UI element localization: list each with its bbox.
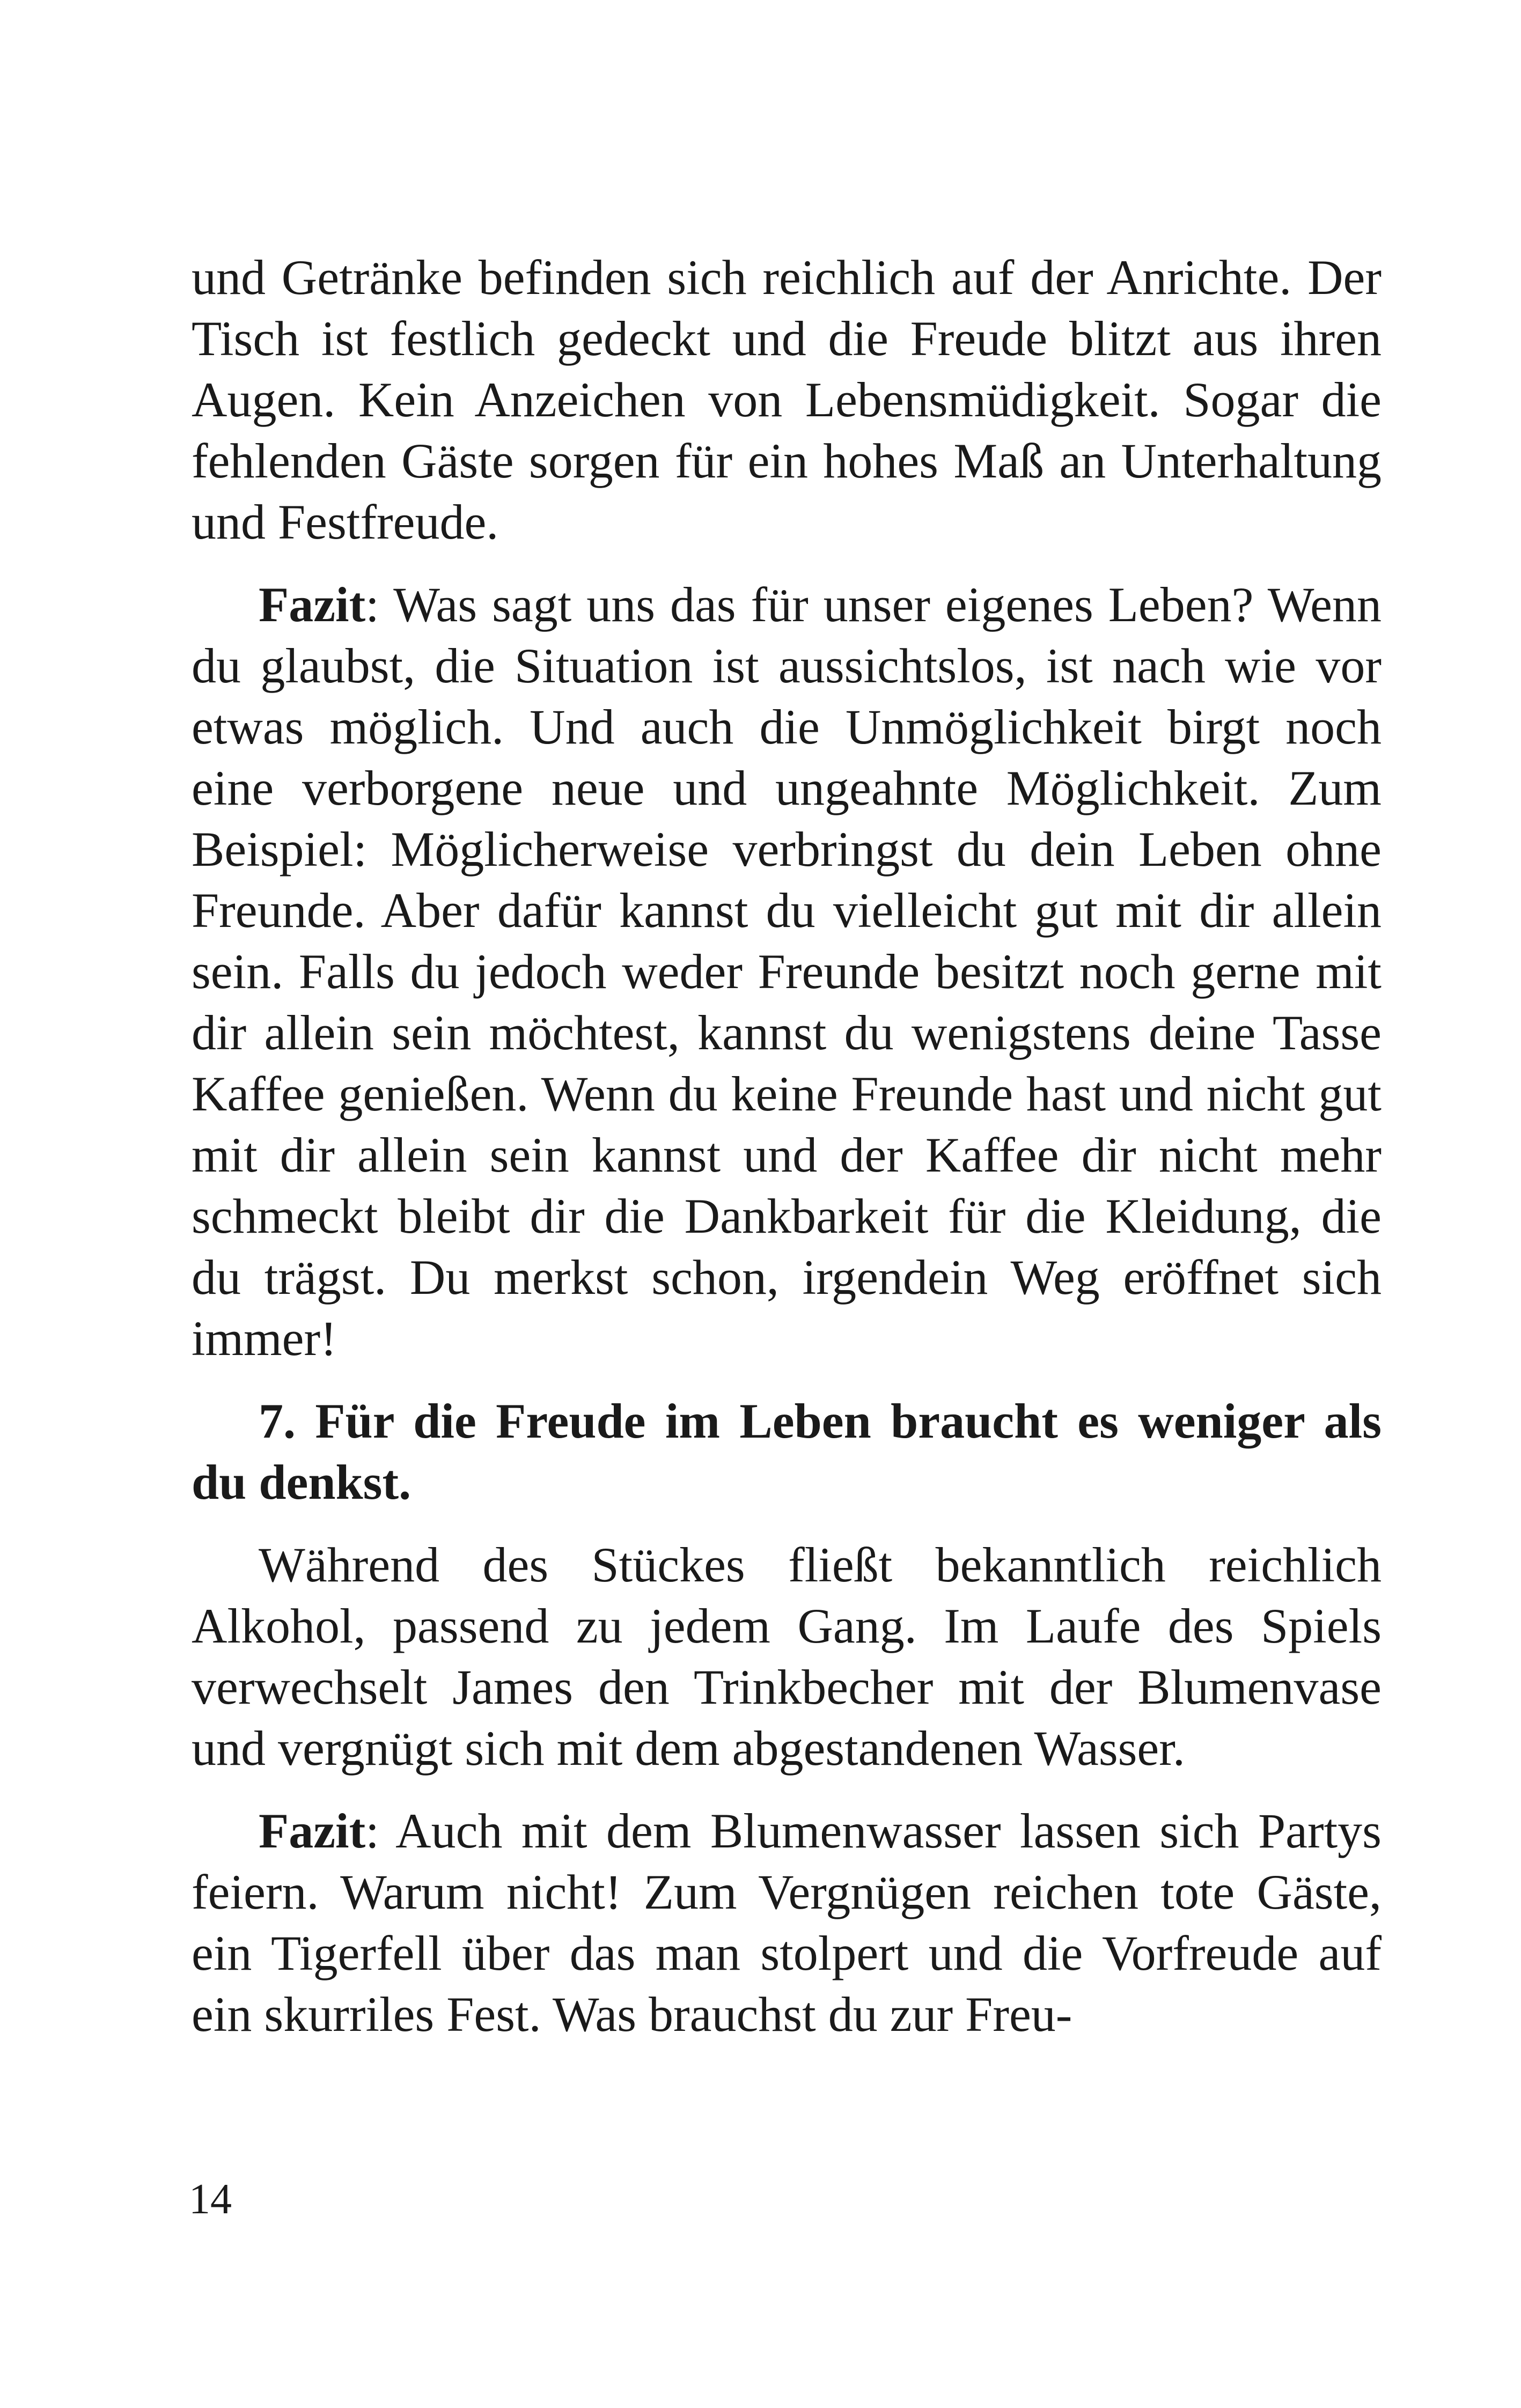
fazit-label: Fazit	[259, 577, 366, 632]
fazit-label: Fazit	[259, 1803, 366, 1858]
paragraph-continuation: und Getränke befinden sich reichlich auf der Anrichte. Der Tisch ist festlich gedeckt und die Freude blitzt aus ihren Augen. Kein Anzeichen von Lebensmüdigkeit. Sogar die fehlenden Gäste sorgen für ein hohes Maß an Unterhaltung und Festfreude.	[192, 250, 1382, 549]
paragraph-body: Während des Stückes fließt bekanntlich reichlich Alkohol, passend zu jedem Gang. Im Laufe des Spiels verwechselt James den Trinkbecher mit der Blumenvase und vergnügt sich mit dem abgestandenen Wasser.	[192, 1537, 1382, 1776]
page-number: 14	[189, 2176, 232, 2223]
fazit-text: : Was sagt uns das für unser eigenes Leben? Wenn du glaubst, die Situation ist aussichtslos, ist nach wie vor etwas möglich. Und auch die Unmöglichkeit birgt noch eine verborgene neue und ungeahnte Möglichkeit. Zum Beispiel: Möglicherweise verbringst du dein Leben ohne Freunde. Aber dafür kannst du vielleicht gut mit dir allein sein. Falls du jedoch weder Freunde besitzt noch gerne mit dir allein sein möchtest, kannst du wenigstens deine Tasse Kaffee genießen. Wenn du keine Freunde hast und nicht gut mit dir allein sein kannst und der Kaffee dir nicht mehr schmeckt bleibt dir die Dankbarkeit für die Kleidung, die du trägst. Du merkst schon, irgendein Weg eröffnet sich immer!	[192, 577, 1382, 1366]
section-heading: 7. Für die Freude im Leben braucht es weniger als du denkst.	[192, 1394, 1382, 1509]
paragraph-fazit-1	[192, 574, 1382, 1369]
paragraph-fazit-2	[192, 1800, 1382, 2045]
page-body	[192, 247, 1382, 2045]
fazit-text: : Auch mit dem Blumenwasser lassen sich Partys feiern. Warum nicht! Zum Vergnügen reichen tote Gäste, ein Tigerfell über das man stolpert und die Vorfreude auf ein skurriles Fest. Was brauchst du zur Freu-	[192, 1803, 1382, 2042]
